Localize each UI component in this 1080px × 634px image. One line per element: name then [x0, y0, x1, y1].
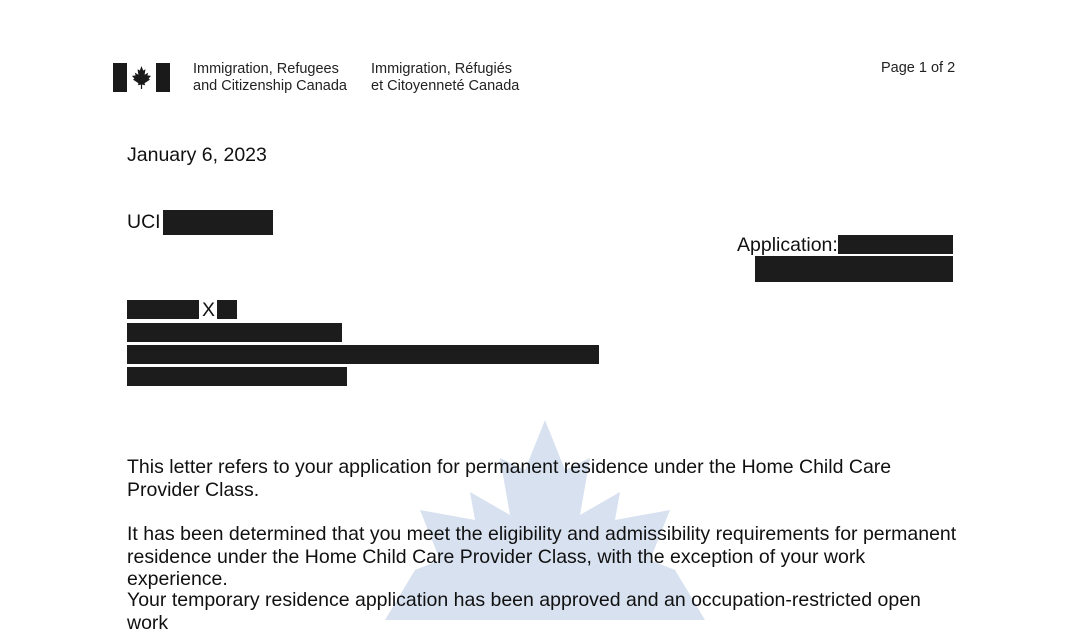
department-name-english: Immigration, Refugees and Citizenship Canada: [193, 61, 347, 94]
uci-label: UCI: [127, 211, 161, 233]
application-label: Application:: [737, 234, 838, 256]
application-detail-redaction: [755, 256, 953, 282]
address-line-3-redaction: [127, 367, 347, 386]
addressee-name-redaction: [127, 300, 199, 319]
canada-flag-logo: [113, 63, 170, 92]
application-number-redaction: [838, 235, 953, 254]
addressee-name-redaction-2: [217, 300, 237, 319]
uci-redaction: [163, 210, 273, 235]
letter-paragraph: This letter refers to your application for permanent residence under the Home Child Care Provider Class.: [127, 456, 892, 501]
letter-date: January 6, 2023: [127, 144, 267, 166]
address-line-2-redaction: [127, 345, 599, 364]
address-line-1-redaction: [127, 323, 342, 342]
letter-paragraph: It has been determined that you meet the eligibility and admissibility requirements for permanent residence under the Home Child Care Provider Class, with the exception of your work experience.: [127, 523, 957, 590]
maple-leaf-icon: [132, 66, 151, 89]
department-name-french: Immigration, Réfugiés et Citoyenneté Canada: [371, 61, 520, 94]
addressee-initial: X: [202, 299, 216, 321]
page-number: Page 1 of 2: [881, 60, 956, 76]
letter-paragraph: Your temporary residence application has been approved and an occupation-restricted open work: [127, 589, 921, 634]
